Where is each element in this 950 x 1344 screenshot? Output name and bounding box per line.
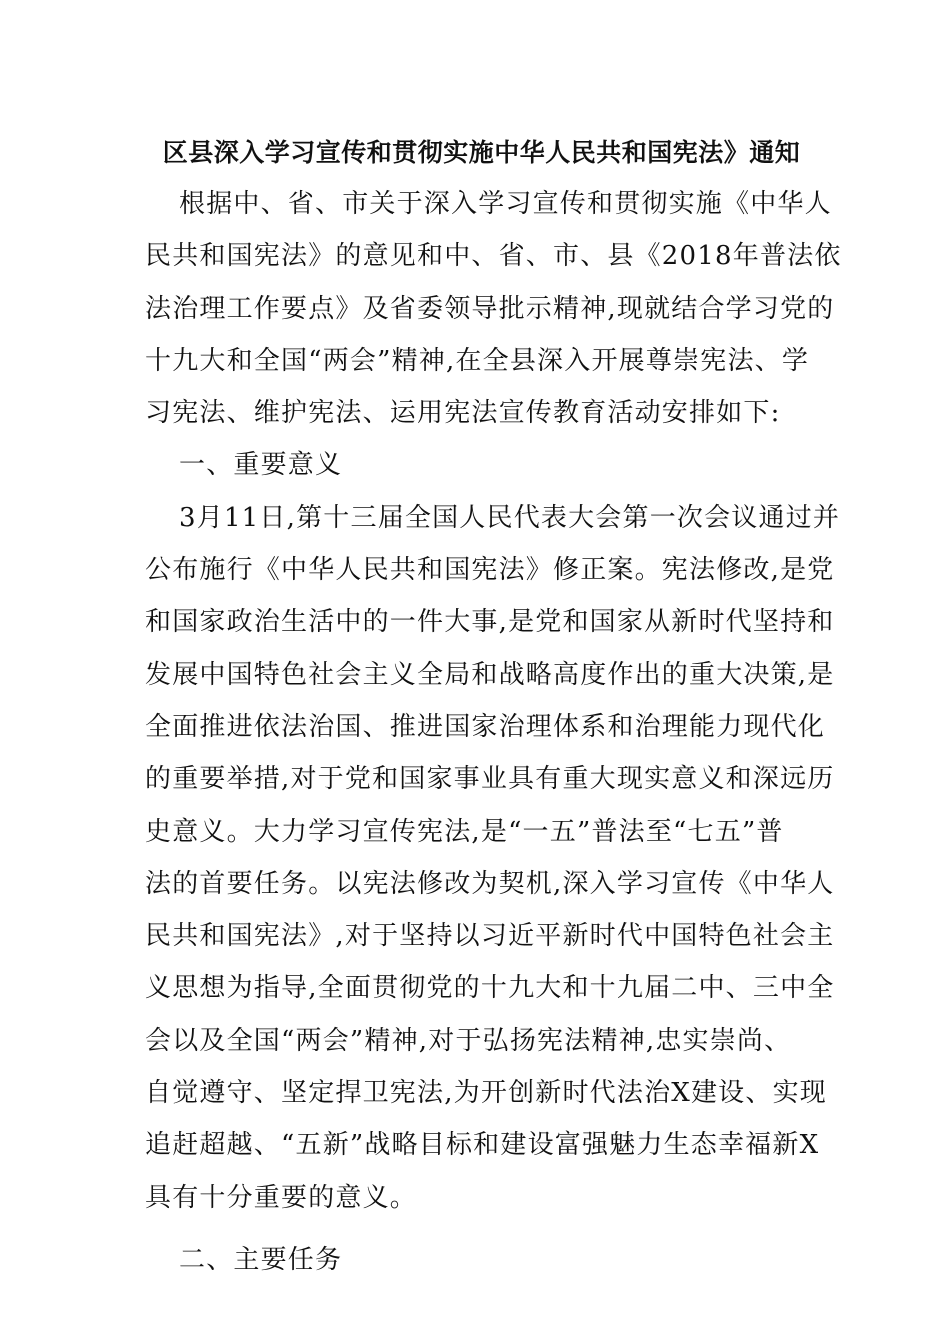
paragraph-line: 习宪法、维护宪法、运用宪法宣传教育活动安排如下: [145,398,781,429]
paragraph-line: 义思想为指导,全面贯彻党的十九大和十九届二中、三中全 [145,973,835,1004]
paragraph-line: 和国家政治生活中的一件大事,是党和国家从新时代坚持和 [145,607,835,638]
paragraph-line: 民共和国宪法》的意见和中、省、市、县《2018年普法依 [145,241,842,272]
paragraph-line: 发展中国特色社会主义全局和战略高度作出的重大决策,是 [145,659,835,690]
document-title: 区县深入学习宣传和贯彻实施中华人民共和国宪法》通知 [162,138,801,167]
paragraph-line: 自觉遵守、坚定捍卫宪法,为开创新时代法治X建设、实现 [145,1078,827,1109]
intro-paragraph [145,178,842,439]
paragraph-line: 根据中、省、市关于深入学习宣传和贯彻实施《中华人 [179,189,832,219]
paragraph-line: 追赶超越、“五新”战略目标和建设富强魅力生态幸福新X [145,1130,820,1161]
paragraph-line: 法的首要任务。以宪法修改为契机,深入学习宣传《中华人 [145,868,835,899]
paragraph-line: 3月11日,第十三届全国人民代表大会第一次会议通过并 [179,502,841,533]
section-heading-2: 二、主要任务 [179,1244,343,1275]
paragraph-line: 民共和国宪法》,对于坚持以习近平新时代中国特色社会主 [145,921,835,952]
section-1-paragraph [145,492,841,1224]
paragraph-line: 十九大和全国“两会”精神,在全县深入开展尊崇宪法、学 [145,345,810,376]
paragraph-line: 全面推进依法治国、推进国家治理体系和治理能力现代化 [145,711,826,742]
paragraph-line: 具有十分重要的意义。 [145,1182,418,1213]
paragraph-line: 的重要举措,对于党和国家事业具有重大现实意义和深远历 [145,764,835,795]
paragraph-line: 法治理工作要点》及省委领导批示精神,现就结合学习党的 [145,293,835,324]
section-heading-1: 一、重要意义 [179,450,343,481]
paragraph-line: 公布施行《中华人民共和国宪法》修正案。宪法修改,是党 [145,555,835,586]
paragraph-line: 史意义。大力学习宣传宪法,是“一五”普法至“七五”普 [145,816,784,847]
paragraph-gap [145,1224,810,1234]
document-page [145,128,842,1286]
paragraph-line: 会以及全国“两会”精神,对于弘扬宪法精神,忠实崇尚、 [145,1025,792,1056]
